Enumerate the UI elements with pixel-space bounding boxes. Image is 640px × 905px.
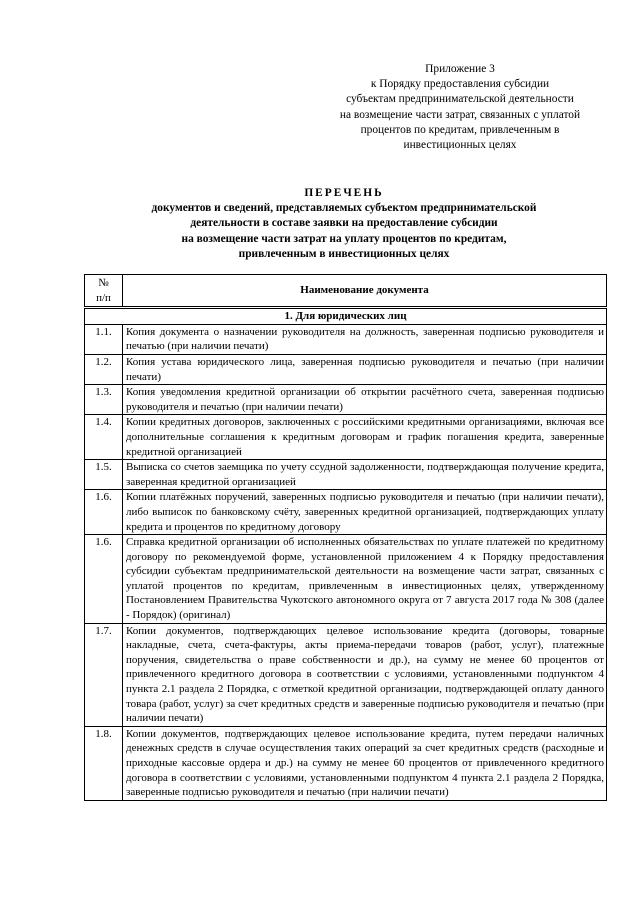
- heading-line: привлеченным в инвестиционных целях: [238, 247, 450, 260]
- section-row: [85, 308, 607, 325]
- page-title: ПЕРЕЧЕНЬ: [304, 187, 384, 199]
- row-text: Копии кредитных договоров, заключенных с российскими кредитными организациями, включая все дополнительные соглашения к кредитным договорам и график погашения кредита, заверенные кредитной организацией: [123, 415, 607, 460]
- heading-line: на возмещение части затрат на уплату процентов по кредитам,: [181, 232, 507, 245]
- column-header-number-line: п/п: [96, 291, 111, 304]
- table-row: [85, 535, 607, 624]
- row-number: 1.6.: [85, 535, 123, 624]
- table-row: [85, 623, 607, 726]
- table-row: [85, 415, 607, 460]
- appendix-line: Приложение 3: [425, 63, 495, 75]
- table-header-row: [85, 275, 607, 308]
- row-text: Копия уведомления кредитной организации об открытии расчётного счета, заверенная подписью руководителя и печатью (при наличии печати): [123, 385, 607, 415]
- row-text: Выписка со счетов заемщика по учету ссудной задолженности, подтверждающая получение кредита, заверенная кредитной организацией: [123, 460, 607, 490]
- row-number: 1.5.: [85, 460, 123, 490]
- table-row: [85, 385, 607, 415]
- row-text: Копия документа о назначении руководителя на должность, заверенная подписью руководителя и печатью (при наличии печати): [123, 324, 607, 354]
- documents-table: [84, 274, 607, 801]
- row-number: 1.7.: [85, 623, 123, 726]
- row-number: 1.4.: [85, 415, 123, 460]
- appendix-line: процентов по кредитам, привлеченным в: [360, 123, 560, 136]
- row-text: Копии документов, подтверждающих целевое использование кредита, путем передачи наличных денежных средств в случае осуществления таких операций за счет кредитных средств (расходные и приходные кассовые ордера и др.) на сумму не менее 60 процентов от привлеченного кредитного договора в соответствии с условиями, установленными подпунктом 4 пункта 2.1 раздела 2 Порядка, заверенные подписью руководителя и печатью (при наличии печати): [123, 726, 607, 800]
- heading-line: деятельности в составе заявки на предоставление субсидии: [190, 217, 498, 230]
- table-row: [85, 324, 607, 354]
- appendix-line: к Порядку предоставления субсидии: [370, 78, 550, 91]
- document-heading: [84, 186, 604, 262]
- table-row: [85, 354, 607, 384]
- heading-line: документов и сведений, представляемых субъектом предпринимательской: [151, 202, 537, 215]
- appendix-line: на возмещение части затрат, связанных с уплатой: [339, 108, 581, 121]
- row-text: Копии документов, подтверждающих целевое использование кредита (договоры, товарные накладные, счета, счета-фактуры, акты приема-передачи товаров (работ, услуг), платежные поручения, свидетельства о праве собственности и др.), на сумму не менее 60 процентов от привлеченного кредитного договора в соответствии с условиями, установленными подпунктом 4 пункта 2.1 раздела 2 Порядка, с отметкой кредитной организации, подтверждающей оплату данного товара (работ, услуг) за счет кредитных средств и заверенные подписью руководителя и печатью (при наличии печати): [123, 623, 607, 726]
- section-title: 1. Для юридических лиц: [85, 308, 607, 325]
- row-text: Справка кредитной организации об исполненных обязательствах по уплате платежей по кредитному договору по рекомендуемой форме, установленной приложением 4 к Порядку предоставления субсидии субъектам предпринимательской деятельности на возмещение части затрат, связанных с уплатой процентов по кредитам, привлеченным в инвестиционных целях, утвержденному Постановлением Правительства Чукотского автономного округа от 7 августа 2017 года № 308 (далее - Порядок) (оригинал): [123, 535, 607, 624]
- row-number: 1.1.: [85, 324, 123, 354]
- column-header-number: [85, 275, 123, 308]
- row-number: 1.8.: [85, 726, 123, 800]
- row-text: Копия устава юридического лица, заверенная подписью руководителя и печатью (при наличии печати): [123, 354, 607, 384]
- column-header-number-line: №: [98, 277, 109, 289]
- table-row: [85, 726, 607, 800]
- row-number: 1.6.: [85, 490, 123, 535]
- row-text: Копии платёжных поручений, заверенных подписью руководителя и печатью (при наличии печати), либо выписок по банковскому счёту, заверенных кредитной организацией, подтверждающих уплату кредита и процентов по кредитному договору: [123, 490, 607, 535]
- appendix-line: субъектам предпринимательской деятельности: [346, 93, 574, 106]
- column-header-name: Наименование документа: [123, 275, 607, 308]
- appendix-line: инвестиционных целях: [403, 139, 517, 152]
- row-number: 1.2.: [85, 354, 123, 384]
- row-number: 1.3.: [85, 385, 123, 415]
- appendix-block: [300, 62, 620, 153]
- table-row: [85, 490, 607, 535]
- table-row: [85, 460, 607, 490]
